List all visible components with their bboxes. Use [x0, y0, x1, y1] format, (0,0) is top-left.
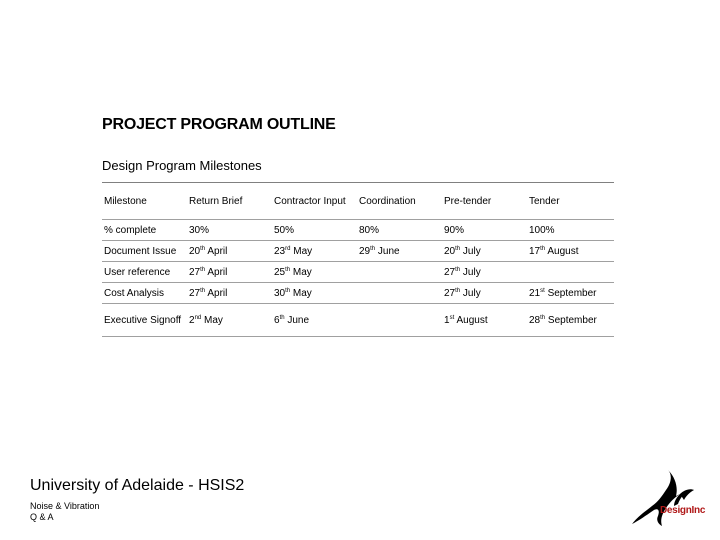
- header-cell: Pre-tender: [442, 183, 527, 220]
- row-label: Document Issue: [102, 241, 187, 262]
- table-cell: 23rd May: [272, 241, 357, 262]
- page-subtitle: Design Program Milestones: [102, 158, 262, 173]
- bird-logo-icon: [628, 468, 712, 530]
- table-cell: 27th July: [442, 283, 527, 304]
- table-cell: [357, 283, 442, 304]
- table-cell: 17th August: [527, 241, 614, 262]
- page-title: PROJECT PROGRAM OUTLINE: [102, 116, 336, 133]
- table-cell: 27th July: [442, 262, 527, 283]
- table-cell: 20th July: [442, 241, 527, 262]
- table-cell: 30th May: [272, 283, 357, 304]
- table-cell: [357, 304, 442, 337]
- table-cell: 100%: [527, 220, 614, 241]
- table-cell: 28th September: [527, 304, 614, 337]
- table-cell: 50%: [272, 220, 357, 241]
- footer-subtitle: [30, 501, 99, 523]
- header-cell: Tender: [527, 183, 614, 220]
- table-cell: 27th April: [187, 262, 272, 283]
- footer-line: Noise & Vibration: [30, 501, 100, 511]
- table-cell: 20th April: [187, 241, 272, 262]
- header-cell: Coordination: [357, 183, 442, 220]
- table-cell: 25th May: [272, 262, 357, 283]
- table-row: [102, 304, 614, 337]
- table-cell: 21st September: [527, 283, 614, 304]
- row-label: Cost Analysis: [102, 283, 187, 304]
- table-cell: 2nd May: [187, 304, 272, 337]
- table-row: [102, 241, 614, 262]
- logo-text: DesignInc: [660, 505, 706, 516]
- table-header-row: [102, 183, 614, 220]
- header-cell: Contractor Input: [272, 183, 357, 220]
- table-row: [102, 220, 614, 241]
- table-cell: 1st August: [442, 304, 527, 337]
- table-cell: 27th April: [187, 283, 272, 304]
- table-cell: 29th June: [357, 241, 442, 262]
- table-row: [102, 283, 614, 304]
- row-label: User reference: [102, 262, 187, 283]
- header-cell: Milestone: [102, 183, 187, 220]
- table-cell: 6th June: [272, 304, 357, 337]
- table-cell: 30%: [187, 220, 272, 241]
- table-cell: 80%: [357, 220, 442, 241]
- row-label: Executive Signoff: [102, 304, 187, 337]
- footer-line: Q & A: [30, 512, 54, 522]
- footer-title: University of Adelaide - HSIS2: [30, 477, 245, 494]
- table-cell: 90%: [442, 220, 527, 241]
- header-cell: Return Brief: [187, 183, 272, 220]
- row-label: % complete: [102, 220, 187, 241]
- table-cell: [357, 262, 442, 283]
- table-cell: [527, 262, 614, 283]
- milestones-table: [102, 182, 614, 337]
- table-row: [102, 262, 614, 283]
